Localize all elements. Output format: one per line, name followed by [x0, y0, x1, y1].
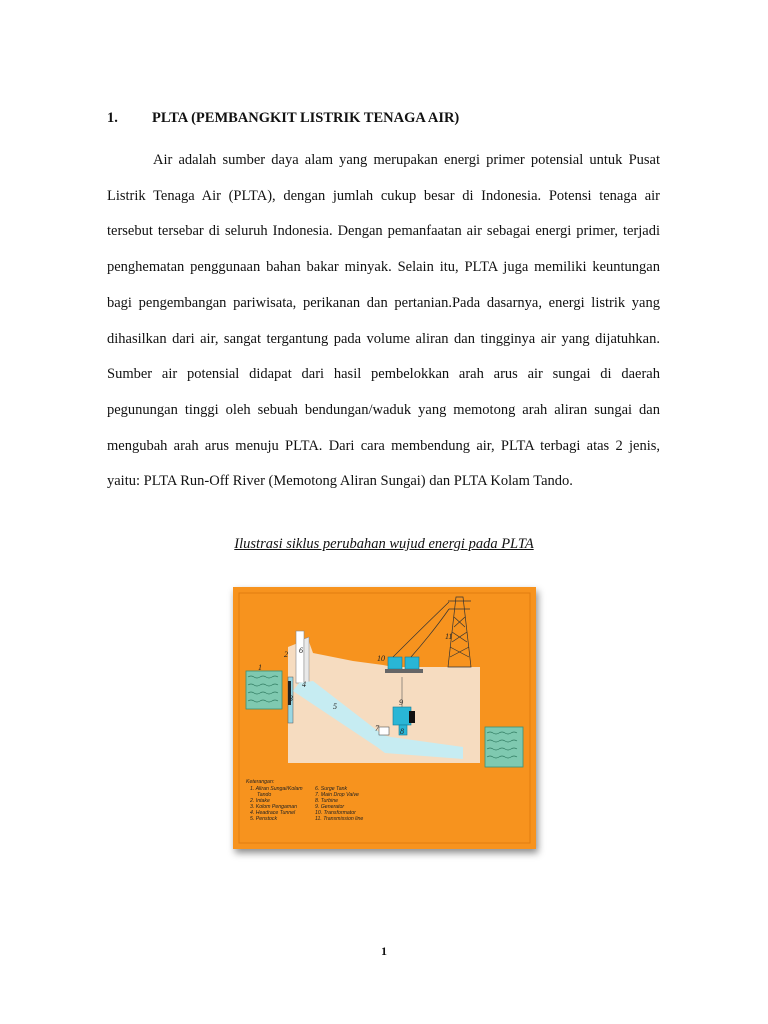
- figure-caption: [0, 536, 768, 553]
- number-9: 9: [399, 698, 403, 707]
- number-4: 4: [302, 680, 306, 689]
- legend-right-6: 11. Transmission line: [315, 816, 364, 822]
- body-paragraph: Air adalah sumber daya alam yang merupakan energi primer potensial untuk Pusat Listrik Tenaga Air (PLTA), dengan jumlah cukup besar di Indonesia. Potensi tenaga air tersebut tersebar di seluruh Indonesia. Dengan pemanfaatan air sebagai energi primer, terjadi penghematan penggunaan bahan bakar minyak. Selain itu, PLTA juga memiliki keuntungan bagi pengembangan pariwisata, perikanan dan pertanian.Pada dasarnya, energi listrik yang dihasilkan dari air, sangat tergantung pada volume aliran dan tingginya air yang dijatuhkan. Sumber air potensial didapat dari hasil pembelokkan arah arus air sungai di daerah pegunungan tinggi oleh sebuah bendungan/waduk yang memotong arah aliran sungai dan mengubah arah arus menuju PLTA. Dari cara membendung air, PLTA terbagi atas 2 jenis, yaitu: PLTA Run-Off River (Memotong Aliran Sungai) dan PLTA Kolam Tando.: [107, 152, 660, 490]
- legend-left-1: 1. Aliran Sungai/Kolam: [250, 786, 303, 792]
- legend-right-2: 7. Main Drop Valve: [315, 792, 359, 798]
- number-8: 8: [400, 727, 404, 736]
- legend-left-2: Tando: [257, 792, 272, 798]
- legend-right-4: 9. Generator: [315, 804, 345, 810]
- number-11: 11: [445, 632, 453, 641]
- number-6: 6: [299, 646, 303, 655]
- number-10: 10: [377, 654, 385, 663]
- section-title: PLTA (PEMBANGKIT LISTRIK TENAGA AIR): [152, 110, 460, 126]
- legend-right-1: 6. Surge Tank: [315, 786, 348, 792]
- tailwater-pond: [485, 727, 523, 767]
- legend-right-5: 10. Transformator: [315, 810, 356, 816]
- figure-caption-text: Ilustrasi siklus perubahan wujud energi pada PLTA: [234, 536, 534, 552]
- section-heading: [107, 110, 459, 127]
- upstream-reservoir: [246, 671, 282, 709]
- number-3: 3: [289, 694, 293, 703]
- plta-diagram: [233, 587, 536, 849]
- legend-left-5: 4. Headrace Tunnel: [250, 810, 296, 816]
- legend-left-4: 3. Kolom Pengaman: [250, 804, 298, 810]
- page-number: 1: [381, 944, 387, 958]
- legend-left-3: 2. Intake: [250, 798, 270, 804]
- section-number: 1.: [107, 110, 118, 126]
- number-2: 2: [284, 650, 288, 659]
- number-7: 7: [375, 724, 379, 733]
- number-1: 1: [258, 663, 262, 672]
- plta-illustration: [233, 587, 536, 849]
- legend-title: Keterangan:: [246, 779, 275, 785]
- legend-left-6: 5. Penstock: [250, 816, 278, 822]
- legend-right-3: 8. Turbine: [315, 798, 338, 804]
- number-5: 5: [333, 702, 337, 711]
